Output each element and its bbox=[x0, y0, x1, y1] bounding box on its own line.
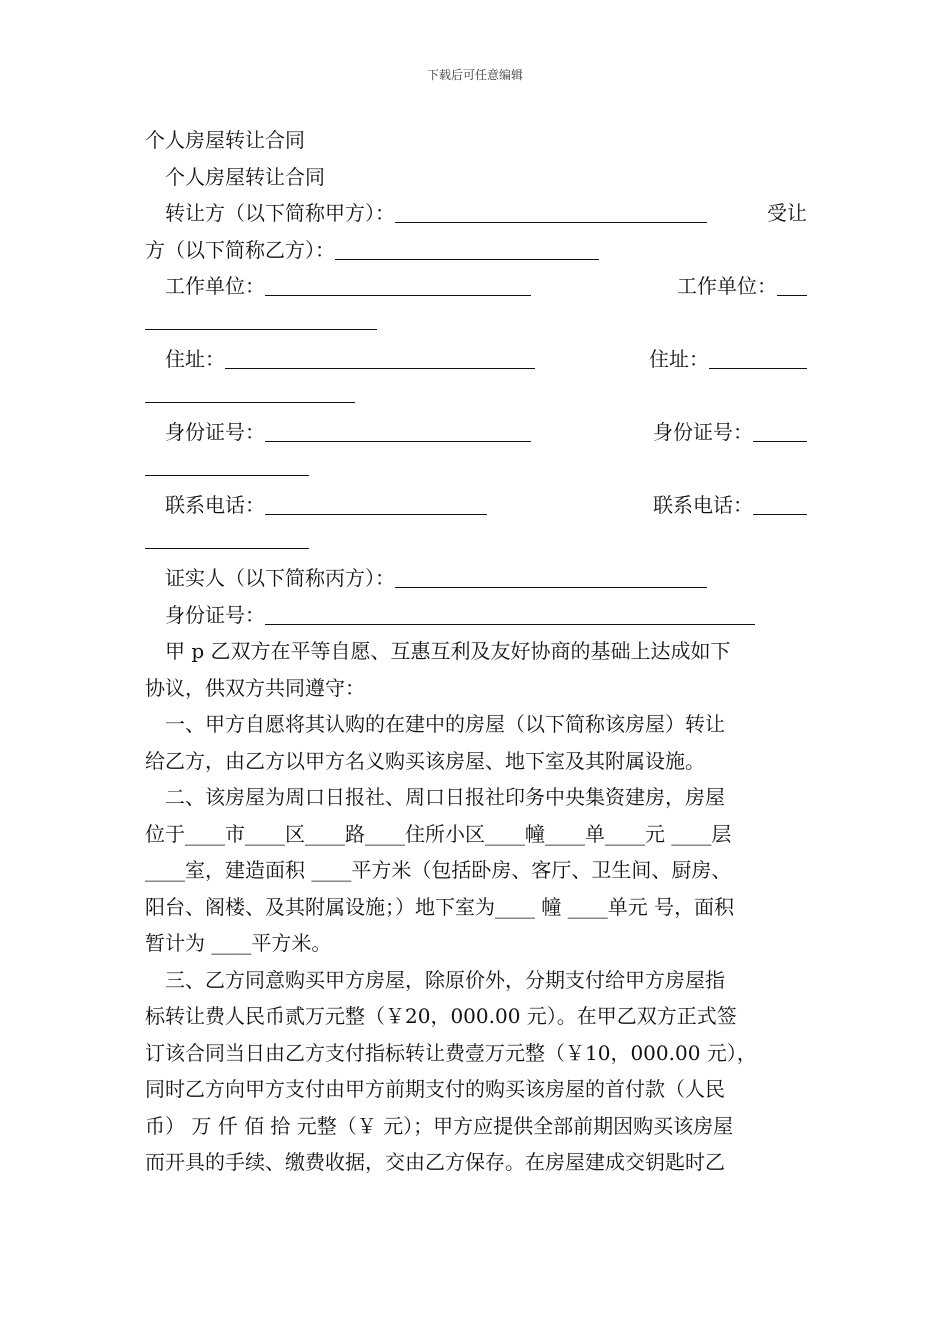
witness-line bbox=[145, 560, 807, 597]
phone-b-label: 联系电话： bbox=[653, 493, 753, 517]
clause2-line-2: 位于____市____区____路____住所小区____幢____单____元 ____层 bbox=[145, 821, 732, 846]
clause3-line-3: 订该合同当日由乙方支付指标转让费壹万元整（￥10，000.00 元）， bbox=[145, 1040, 757, 1065]
id-b-continuation bbox=[145, 451, 807, 488]
work-unit-a-blank bbox=[265, 271, 531, 296]
intro-line-2: 协议，供双方共同遵守： bbox=[145, 675, 365, 700]
id-b-blank bbox=[753, 417, 807, 442]
witness-label: 证实人（以下简称丙方）： bbox=[165, 566, 395, 590]
party-b-label: 方（以下简称乙方）： bbox=[145, 237, 335, 262]
id-a-label: 身份证号： bbox=[165, 420, 265, 444]
address-row bbox=[145, 341, 807, 378]
party-a-blank bbox=[395, 198, 707, 223]
work-unit-b-blank bbox=[777, 271, 807, 296]
clause3-line-4: 同时乙方向甲方支付由甲方前期支付的购买该房屋的首付款（人民 bbox=[145, 1077, 725, 1101]
work-unit-a-label: 工作单位： bbox=[165, 274, 265, 298]
address-b-blank bbox=[709, 344, 807, 369]
phone-a-blank bbox=[265, 490, 487, 515]
id-row bbox=[145, 414, 807, 451]
work-unit-row bbox=[145, 268, 807, 305]
address-a-blank bbox=[225, 344, 535, 369]
phone-b-continuation bbox=[145, 524, 807, 561]
clause2-line-5: 暂计为 ____平方米。 bbox=[145, 931, 332, 955]
work-unit-b-continuation bbox=[145, 305, 807, 342]
address-b-label: 住址： bbox=[649, 347, 709, 371]
party-b-prefix: 受让 bbox=[767, 201, 807, 225]
clause3-line-6: 而开具的手续、缴费收据，交由乙方保存。在房屋建成交钥匙时乙 bbox=[145, 1150, 725, 1174]
party-b-line bbox=[145, 232, 807, 269]
doc-subtitle: 个人房屋转让合同 bbox=[165, 164, 325, 189]
phone-row bbox=[145, 487, 807, 524]
clause3-line-1: 三、乙方同意购买甲方房屋，除原价外，分期支付给甲方房屋指 bbox=[165, 967, 725, 992]
party-a-label: 转让方（以下简称甲方）： bbox=[165, 201, 395, 225]
address-b-continuation bbox=[145, 378, 807, 415]
doc-title: 个人房屋转让合同 bbox=[145, 128, 305, 152]
clause2-line-3: ____室，建造面积 ____平方米（包括卧房、客厅、卫生间、厨房、 bbox=[145, 858, 732, 882]
witness-id-line bbox=[145, 597, 807, 634]
clause1-line-2: 给乙方，由乙方以甲方名义购买该房屋、地下室及其附属设施。 bbox=[145, 748, 705, 773]
clause2-line-1: 二、该房屋为周口日报社、周口日报社印务中央集资建房，房屋 bbox=[165, 785, 725, 809]
phone-b-blank bbox=[753, 490, 807, 515]
witness-id-label: 身份证号： bbox=[165, 602, 265, 627]
intro-line-1: 甲 p 乙双方在平等自愿、互惠互利及友好协商的基础上达成如下 bbox=[165, 639, 731, 663]
page-header-note: 下载后可任意编辑 bbox=[426, 68, 523, 82]
contract-document bbox=[145, 122, 807, 1181]
id-a-blank bbox=[265, 417, 531, 442]
address-a-label: 住址： bbox=[165, 347, 225, 371]
phone-a-label: 联系电话： bbox=[165, 493, 265, 517]
clause3-line-5: 币） 万 仟 佰 拾 元整（￥ 元）；甲方应提供全部前期因购买该房屋 bbox=[145, 1113, 734, 1138]
clause3-line-2: 标转让费人民币贰万元整（￥20，000.00 元）。在甲乙双方正式签 bbox=[145, 1004, 737, 1028]
witness-blank bbox=[395, 563, 707, 588]
party-b-blank bbox=[335, 235, 599, 260]
work-unit-b-label: 工作单位： bbox=[677, 274, 777, 298]
clause1-line-1: 一、甲方自愿将其认购的在建中的房屋（以下简称该房屋）转让 bbox=[165, 712, 725, 736]
witness-id-blank bbox=[265, 600, 755, 625]
clause2-line-4: 阳台、阁楼、及其附属设施；）地下室为____ 幢 ____单元 号，面积 bbox=[145, 894, 735, 919]
id-b-label: 身份证号： bbox=[653, 420, 753, 444]
party-a-line bbox=[145, 195, 807, 232]
